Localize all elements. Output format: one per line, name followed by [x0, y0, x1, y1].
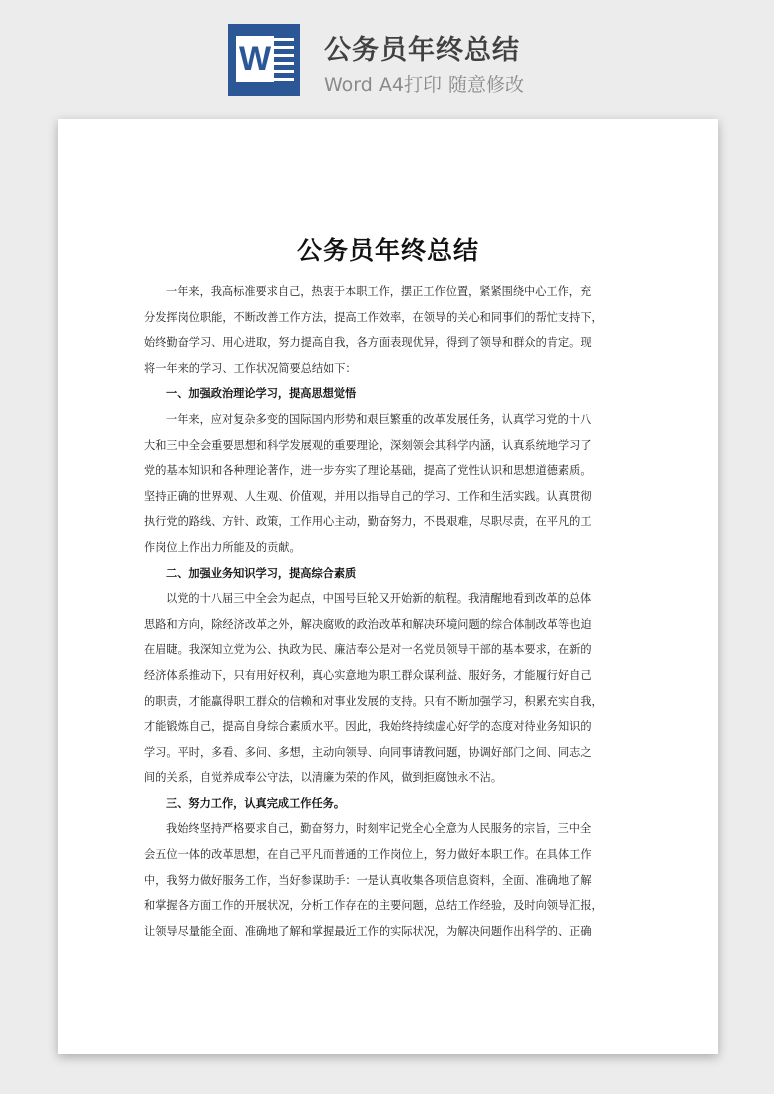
paragraph-line: 分发挥岗位职能，不断改善工作方法，提高工作效率，在领导的关心和同事们的帮忙支持下， [144, 310, 603, 324]
document-body [144, 279, 634, 944]
paragraph-line: 让领导尽量能全面、准确地了解和掌握最近工作的实际状况，为解决问题作出科学的、正确 [144, 924, 592, 938]
paragraph-line: 在眉睫。我深知立党为公、执政为民、廉洁奉公是对一名党员领导干部的基本要求，在新的 [144, 643, 592, 657]
section-heading: 二、加强业务知识学习，提高综合素质 [166, 566, 357, 580]
paragraph-line: 思路和方向，除经济改革之外，解决腐败的政治改革和解决环境问题的综合体制改革等也迫 [144, 617, 592, 631]
header [0, 0, 774, 110]
section-heading: 三、努力工作，认真完成工作任务。 [166, 796, 346, 810]
paragraph-line: 一年来，应对复杂多变的国际国内形势和艰巨繁重的改革发展任务，认真学习党的十八 [166, 412, 592, 426]
word-icon [228, 24, 300, 96]
paragraph-line: 始终勤奋学习、用心进取，努力提高自我，各方面表现优异，得到了领导和群众的肯定。现 [144, 336, 592, 350]
paragraph-line: 执行党的路线、方针、政策，工作用心主动，勤奋努力，不畏艰难，尽职尽责，在平凡的工 [144, 515, 592, 529]
paragraph-line: 一年来，我高标准要求自己，热衷于本职工作，摆正工作位置，紧紧围绕中心工作，充 [166, 285, 592, 298]
paragraph-line: 的职责，才能赢得职工群众的信赖和对事业发展的支持。只有不断加强学习，积累充实自我， [144, 694, 603, 708]
paragraph-line: 党的基本知识和各种理论著作，进一步夯实了理论基础，提高了党性认识和思想道德素质。 [144, 464, 592, 478]
paragraph-line: 作岗位上作出力所能及的贡献。 [144, 540, 301, 554]
header-subtitle: Word A4打印 随意修改 [324, 74, 525, 96]
paragraph-line: 以党的十八届三中全会为起点，中国号巨轮又开始新的航程。我清醒地看到改革的总体 [166, 592, 592, 606]
document-page [58, 119, 718, 1054]
header-title: 公务员年终总结 [324, 35, 520, 66]
document-title: 公务员年终总结 [296, 236, 479, 265]
paragraph-line: 我始终坚持严格要求自己，勤奋努力，时刻牢记党全心全意为人民服务的宗旨，三中全 [166, 822, 592, 836]
paragraph-line: 会五位一体的改革思想，在自己平凡而普通的工作岗位上，努力做好本职工作。在具体工作 [144, 848, 592, 862]
paragraph-line: 中，我努力做好服务工作，当好参谋助手：一是认真收集各项信息资料，全面、准确地了解 [144, 873, 592, 887]
paragraph-line: 间的关系，自觉养成奉公守法，以清廉为荣的作风，做到拒腐蚀永不沾。 [144, 771, 503, 785]
paragraph-line: 学习。平时，多看、多问、多想，主动向领导、向同事请教问题，协调好部门之间、同志之 [144, 745, 592, 759]
word-icon-letter: W [236, 36, 274, 82]
paragraph-line: 才能锻炼自己，提高自身综合素质水平。因此，我始终持续虚心好学的态度对待业务知识的 [144, 720, 592, 734]
paragraph-line: 坚持正确的世界观、人生观、价值观，并用以指导自己的学习、工作和生活实践。认真贯彻 [144, 489, 592, 503]
document-lines-decoration [272, 38, 294, 86]
paragraph-line: 经济体系推动下，只有用好权利，真心实意地为职工群众谋利益、服好务，才能履行好自己 [144, 668, 592, 682]
paragraph-line: 将一年来的学习、工作状况简要总结如下： [144, 361, 357, 375]
section-heading: 一、加强政治理论学习，提高思想觉悟 [166, 387, 357, 401]
paragraph-line: 和掌握各方面工作的开展状况，分析工作存在的主要问题，总结工作经验，及时向领导汇报， [144, 899, 603, 913]
paragraph-line: 大和三中全会重要思想和科学发展观的重要理论，深刻领会其科学内涵，认真系统地学习了 [144, 438, 592, 452]
